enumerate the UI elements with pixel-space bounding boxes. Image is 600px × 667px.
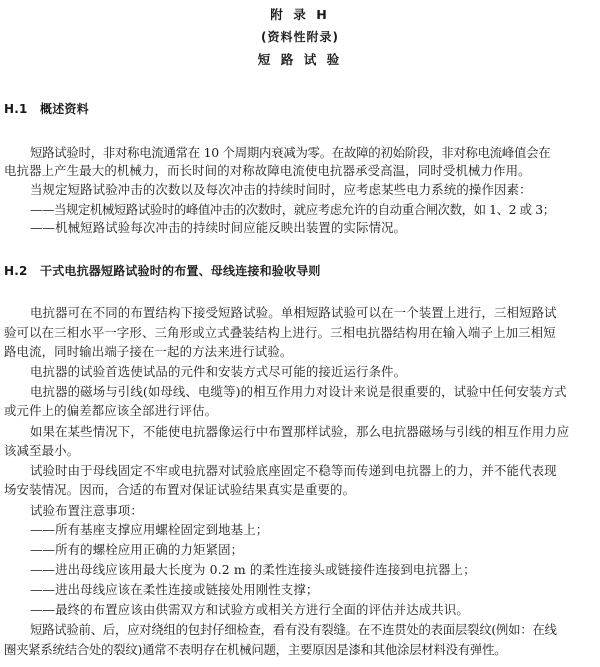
h2-paragraph-line: 该减至最小。 <box>4 443 80 458</box>
h2-paragraph-line: 试验时由于母线固定不牢或电抗器对试验底座固定不稳等而传递到电抗器上的力，并不能代表现 <box>30 463 557 478</box>
h2-list-item: ——所有的螺栓应用正确的力矩紧固； <box>30 542 244 557</box>
h2-paragraph-line: 电抗器的试验首选使试品的元件和安装方式尽可能的接近运行条件。 <box>30 364 407 379</box>
h1-list-item: ——当规定机械短路试验时的峰值冲击的次数时，就应考虑允许的自动重合闸次数，如 1、2 或 3； <box>30 202 555 217</box>
h2-list-item: ——进出母线应该在柔性连接或链接处用刚性支撑； <box>30 582 319 597</box>
h2-paragraph-line: 验可以在三相水平一字形、三角形或立式叠装结构上进行。三相电抗器结构用在输入端子上加三相短 <box>4 325 556 340</box>
section-h1-title: 概述资料 <box>40 102 89 116</box>
section-h2-heading <box>4 264 321 279</box>
h2-paragraph-line: 如果在某些情况下，不能使电抗器像运行中布置那样试验，那么电抗器磁场与引线的相互作用力应 <box>30 424 570 439</box>
h2-paragraph-line: 试验布置注意事项： <box>30 503 143 518</box>
section-h1-number: H.1 <box>4 102 28 116</box>
appendix-nature: (资料性附录) <box>261 30 339 44</box>
h1-paragraph-line: 电抗器上产生最大的机械力，而长时间的对称故障电流使电抗器承受高温，同时受机械力作用。 <box>4 163 531 178</box>
section-h1-heading <box>4 102 89 117</box>
h2-list-item: ——最终的布置应该由供需双方和试验方或相关方进行全面的评估并达成共识。 <box>30 602 469 617</box>
h2-paragraph-line: 短路试验前、后，应对绕组的包封仔细检查，看有没有裂缝。在不连贯处的表面层裂纹(例如：在线 <box>30 622 557 637</box>
h2-paragraph-line: 电抗器可在不同的布置结构下接受短路试验。单相短路试验可以在一个装置上进行，三相短路试 <box>30 305 557 320</box>
section-h2-title: 干式电抗器短路试验时的布置、母线连接和验收导则 <box>40 264 321 278</box>
h2-paragraph-line: 场安装情况。因而，合适的布置对保证试验结果真实是重要的。 <box>4 482 356 497</box>
h1-list-item: ——机械短路试验每次冲击的持续时间应能反映出装置的实际情况。 <box>30 220 407 235</box>
h1-paragraph-line: 短路试验时，非对称电流通常在 10 个周期内衰减为零。在故障的初始阶段，非对称电流峰值会在 <box>30 145 551 160</box>
section-h2-number: H.2 <box>4 264 28 278</box>
h2-paragraph-line: 电抗器的磁场与引线(如母线、电缆等)的相互作用力对设计来说是很重要的，试验中任何安装方式 <box>30 384 567 399</box>
h1-paragraph-line: 当规定短路试验冲击的次数以及每次冲击的持续时间时，应考虑某些电力系统的操作因素： <box>30 182 532 197</box>
h2-list-item: ——所有基座支撑应用螺栓固定到地基上； <box>30 522 269 537</box>
h2-list-item: ——进出母线应该用最大长度为 0.2 m 的柔性连接头或链接件连接到电抗器上； <box>30 562 476 577</box>
h2-paragraph-line: 或元件上的偏差都应该全部进行评估。 <box>4 403 218 418</box>
h2-paragraph-line: 圈夹紧系统结合处的裂纹)通常不表明存在机械问题，主要原因是漆和其他涂层材料没有弹性。 <box>4 642 507 657</box>
appendix-label: 附 录 H <box>270 7 330 22</box>
appendix-title: 短 路 试 验 <box>257 52 343 67</box>
h2-paragraph-line: 路电流，同时输出端子接在一起的方法来进行试验。 <box>4 344 293 359</box>
